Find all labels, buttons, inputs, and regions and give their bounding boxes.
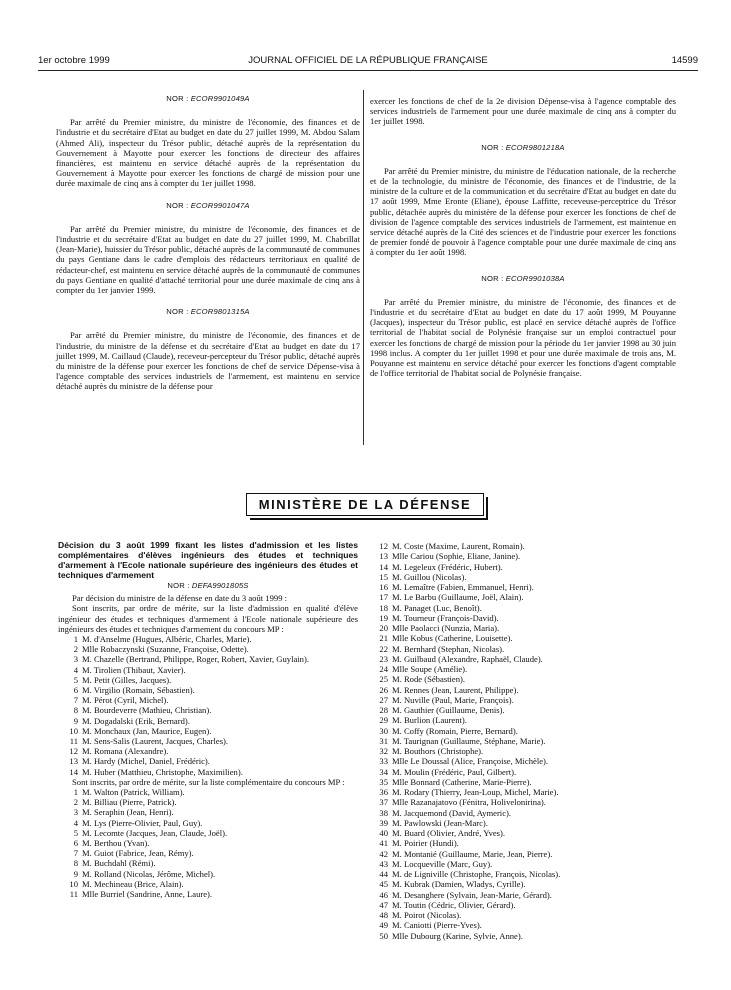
decree-left-column xyxy=(58,540,358,899)
decree-title: Décision du 3 août 1999 fixant les listes d'admission et les listes complémentaires d'élèves ingénieurs des études et techniques d'armement à l'Ecole nationale supérieure des ingénieurs des études et techniques d'armement xyxy=(58,540,358,580)
list-item xyxy=(58,879,358,889)
rank-number: 40 xyxy=(379,828,388,838)
candidate-name: M. Toutin (Cédric, Olivier, Gérard). xyxy=(392,899,516,910)
rank-number: 36 xyxy=(379,787,388,797)
list-item xyxy=(58,889,358,899)
nor-label: NOR : xyxy=(481,273,504,283)
complementary-list-part-2 xyxy=(368,541,678,941)
list-item xyxy=(368,808,678,818)
arrete-paragraph: Par arrêté du Premier ministre, du ministre de l'économie, des finances et de l'industrie et du secrétaire d'Etat au budget en date du 27 juillet 1999, M. Abdou Salam (Ahmed Ali), inspecteur du Trésor public, détaché auprès de la représentation du Gouvernement à Mayotte pour exercer les fonctions de directeur des affaires financières, est maintenu en service détaché auprès de la représentation du Gouvernement à Mayotte pour exercer les fonctions de chargé de mission pour une durée maximale de cinq ans à compter du 1er juillet 1998. xyxy=(56,117,360,189)
list-item xyxy=(58,685,358,695)
candidate-name: M. Pawlowski (Jean-Marc). xyxy=(392,817,488,828)
candidate-name: M. Tourneur (François-David). xyxy=(392,612,499,623)
candidate-name: M. Lecomte (Jacques, Jean, Claude, Joël). xyxy=(82,827,228,838)
list-item xyxy=(368,900,678,910)
rank-number: 43 xyxy=(379,858,388,869)
nor-line xyxy=(370,274,676,284)
candidate-name: M. Pérot (Cyril, Michel). xyxy=(82,695,169,706)
rank-number: 9 xyxy=(73,715,78,726)
rank-number: 41 xyxy=(379,838,388,849)
list-item xyxy=(368,715,678,725)
list-item xyxy=(368,623,678,633)
rank-number: 4 xyxy=(73,817,78,828)
decree-right-column xyxy=(368,541,678,941)
candidate-name: M. Burlion (Laurent). xyxy=(392,715,467,726)
rank-number: 27 xyxy=(379,694,388,705)
list-item xyxy=(58,818,358,828)
candidate-name: M. Coste (Maxime, Laurent, Romain). xyxy=(392,541,525,551)
rank-number: 6 xyxy=(73,838,78,849)
candidate-name: M. Chazelle (Bertrand, Philippe, Roger, Robert, Xavier, Guylain). xyxy=(82,654,309,665)
arrete-paragraph: Par arrêté du Premier ministre, du ministre de l'économie, des finances et de l'industrie et du secrétaire d'Etat au budget en date du 27 juillet 1999, M. Chabrillat (Jean-Marie), huissier du Trésor public, détaché auprès de la communauté de communes du pays Gentiane dans le cadre d'emplois des rédacteurs territoriaux en qualité de rédacteur-chef, est maintenu en service détaché auprès de la communauté de communes du pays Gentiane en qualité d'attaché territorial pour une durée maximale de cinq ans à compter du 1er janvier 1999. xyxy=(56,223,360,296)
list-item xyxy=(368,582,678,592)
list-item xyxy=(58,787,358,797)
list-item xyxy=(368,931,678,941)
rank-number: 4 xyxy=(73,664,78,675)
rank-number: 11 xyxy=(69,736,78,747)
list-item xyxy=(368,541,678,551)
candidate-name: Mlle Dubourg (Karine, Sylvie, Anne). xyxy=(392,930,523,941)
nor-line xyxy=(56,201,360,211)
candidate-name: M. Le Barbu (Guillaume, Joël, Alain). xyxy=(392,592,524,603)
admission-list xyxy=(58,634,358,777)
nor-line xyxy=(56,307,360,317)
list-item xyxy=(368,920,678,930)
candidate-name: M. Tirolien (Thibaut, Xavier). xyxy=(82,664,186,675)
rank-number: 6 xyxy=(73,685,78,696)
candidate-name: M. Lemaître (Fabien, Emmanuel, Henri). xyxy=(392,582,534,592)
rank-number: 7 xyxy=(73,695,78,706)
list-item xyxy=(368,869,678,879)
candidate-name: M. Legeleux (Frédéric, Hubert). xyxy=(392,561,503,572)
rank-number: 26 xyxy=(379,684,388,695)
list-item xyxy=(58,716,358,726)
nor-label: NOR : xyxy=(481,142,504,152)
list-item xyxy=(58,665,358,675)
nor-label: NOR : xyxy=(166,307,189,317)
ministry-heading: MINISTÈRE DE LA DÉFENSE xyxy=(246,493,484,516)
candidate-name: M. Locqueville (Marc, Guy). xyxy=(392,858,493,869)
list-item xyxy=(368,777,678,787)
rank-number: 12 xyxy=(69,746,78,757)
rank-number: 7 xyxy=(73,848,78,859)
upper-right-column xyxy=(370,96,676,378)
candidate-name: M. Seraphin (Jean, Henri). xyxy=(82,807,174,818)
candidate-name: M. Rennes (Jean, Laurent, Philippe). xyxy=(392,684,519,695)
rank-number: 1 xyxy=(73,634,78,645)
list-item xyxy=(368,685,678,695)
candidate-name: M. Hardy (Michel, Daniel, Frédéric). xyxy=(82,756,210,767)
list-item xyxy=(58,828,358,838)
rank-number: 44 xyxy=(379,869,388,879)
rank-number: 10 xyxy=(69,878,78,889)
list-item xyxy=(58,705,358,715)
header-rule xyxy=(38,70,698,71)
page-header xyxy=(38,55,698,69)
rank-number: 19 xyxy=(379,612,388,623)
candidate-name: Mlle Le Doussal (Alice, Françoise, Michèle). xyxy=(392,756,549,767)
candidate-name: Mlle Cariou (Sophie, Eliane, Janine). xyxy=(392,551,521,562)
candidate-name: M. Petit (Gilles, Jacques). xyxy=(82,674,172,685)
rank-number: 20 xyxy=(379,623,388,633)
rank-number: 46 xyxy=(379,889,388,900)
rank-number: 50 xyxy=(379,930,388,941)
list-item xyxy=(368,674,678,684)
candidate-name: M. Buchdahl (Rémi). xyxy=(82,858,156,869)
nor-code: ECOR9901038A xyxy=(505,273,565,283)
complementary-intro: Sont inscrits, par ordre de mérite, sur la liste complémentaire du concours MP : xyxy=(72,776,345,787)
list-item xyxy=(58,634,358,644)
list-item xyxy=(58,644,358,654)
rank-number: 45 xyxy=(379,879,388,890)
rank-number: 1 xyxy=(73,787,78,798)
candidate-name: M. Guilbaud (Alexandre, Raphaël, Claude). xyxy=(392,653,543,664)
rank-number: 49 xyxy=(379,920,388,931)
list-item xyxy=(368,726,678,736)
list-item xyxy=(368,633,678,643)
list-item xyxy=(58,736,358,746)
nor-code: ECOR9901049A xyxy=(190,94,250,103)
rank-number: 2 xyxy=(73,644,78,655)
candidate-name: M. Walton (Patrick, William). xyxy=(82,787,185,798)
rank-number: 29 xyxy=(379,715,388,726)
list-item xyxy=(368,797,678,807)
list-item xyxy=(368,746,678,756)
candidate-name: M. Billiau (Pierre, Patrick). xyxy=(82,797,177,808)
header-date: 1er octobre 1999 xyxy=(38,55,110,66)
rank-number: 14 xyxy=(69,766,78,777)
rank-number: 3 xyxy=(73,807,78,818)
list-item xyxy=(58,869,358,879)
list-item xyxy=(368,890,678,900)
rank-number: 15 xyxy=(379,571,388,582)
candidate-name: M. Romana (Alexandre). xyxy=(82,746,169,757)
candidate-name: M. Berthou (Yvan). xyxy=(82,838,150,849)
candidate-name: M. Taurignan (Guillaume, Stéphane, Marie). xyxy=(392,735,546,746)
candidate-name: M. Rolland (Nicolas, Jérôme, Michel). xyxy=(82,868,216,879)
rank-number: 48 xyxy=(379,910,388,920)
list-item xyxy=(58,746,358,756)
list-item xyxy=(368,879,678,889)
rank-number: 2 xyxy=(73,797,78,808)
candidate-name: Mlle Bonnard (Catherine, Marie-Pierre). xyxy=(392,776,532,787)
candidate-name: M. Nuville (Paul, Marie, François). xyxy=(392,694,514,705)
candidate-name: M. Mechineau (Brice, Alain). xyxy=(82,878,184,889)
column-divider xyxy=(363,90,364,445)
list-item xyxy=(368,603,678,613)
list-item xyxy=(58,858,358,868)
list-item xyxy=(58,695,358,705)
list-item xyxy=(58,654,358,664)
list-item xyxy=(58,807,358,817)
list-item xyxy=(368,592,678,602)
list-item xyxy=(368,838,678,848)
candidate-name: M. Jacquemond (David, Aymeric). xyxy=(392,807,512,818)
rank-number: 12 xyxy=(379,541,388,551)
candidate-name: M. Caniotti (Pierre-Yves). xyxy=(392,920,482,931)
list-item xyxy=(368,756,678,766)
candidate-name: Mlle Kobus (Catherine, Louisette). xyxy=(392,633,513,644)
candidate-name: M. Monchaux (Jan, Maurice, Eugen). xyxy=(82,725,212,736)
rank-number: 8 xyxy=(73,705,78,716)
candidate-name: M. Gauthier (Guillaume, Denis). xyxy=(392,705,505,715)
rank-number: 16 xyxy=(379,582,388,592)
list-item xyxy=(58,675,358,685)
rank-number: 37 xyxy=(379,797,388,808)
rank-number: 22 xyxy=(379,643,388,654)
list-item xyxy=(368,767,678,777)
candidate-name: M. Dogadalski (Erik, Bernard). xyxy=(82,715,190,726)
nor-code: ECOR9901047A xyxy=(190,200,250,210)
rank-number: 17 xyxy=(379,592,388,603)
rank-number: 21 xyxy=(379,633,388,644)
candidate-name: M. Lys (Pierre-Olivier, Paul, Guy). xyxy=(82,817,203,828)
list-item xyxy=(368,818,678,828)
list-item xyxy=(368,705,678,715)
candidate-name: M. d'Anselme (Hugues, Albéric, Charles, Marie). xyxy=(82,634,252,645)
rank-number: 13 xyxy=(69,756,78,767)
list-item xyxy=(368,736,678,746)
nor-label: NOR : xyxy=(166,200,189,210)
admission-intro: Sont inscrits, par ordre de mérite, sur la liste d'admission en qualité d'élève ingénieur des études et techniques d'armement à l'Ecole nationale supérieure des ingénieurs des études et techniques d'armement du concours MP : xyxy=(58,603,358,634)
list-item xyxy=(368,910,678,920)
rank-number: 39 xyxy=(379,817,388,828)
candidate-name: M. Virgilio (Romain, Sébastien). xyxy=(82,685,195,696)
nor-label: NOR : xyxy=(167,581,190,590)
upper-left-column xyxy=(56,94,360,392)
list-item xyxy=(368,695,678,705)
rank-number: 28 xyxy=(379,705,388,715)
rank-number: 10 xyxy=(69,725,78,736)
arrete-paragraph: Par arrêté du Premier ministre, du ministre de l'économie, des finances et de l'industrie, du ministre de la défense et du secrétaire d'Etat au budget en date du 17 juillet 1999, M. Caillaud (Claude), receveur-percepteur du Trésor public, détaché auprès du ministre de la défense pour exercer les fonctions de chef de service Dépense-visa à l'agence comptable des services industriels de l'armement, est maintenu en service détaché auprès du ministre de la défense pour xyxy=(56,330,360,392)
candidate-name: M. Kubrak (Damien, Wladys, Cyrille). xyxy=(392,879,526,890)
rank-number: 35 xyxy=(379,776,388,787)
list-item xyxy=(58,848,358,858)
candidate-name: M. Sens-Salis (Laurent, Jacques, Charles). xyxy=(82,736,229,747)
candidate-name: M. Bouthors (Christophe). xyxy=(392,746,484,756)
list-item xyxy=(368,551,678,561)
list-item xyxy=(368,828,678,838)
rank-number: 8 xyxy=(73,858,78,869)
candidate-name: M. Bernhard (Stephan, Nicolas). xyxy=(392,643,505,654)
arrete-paragraph-continued: exercer les fonctions de chef de la 2e division Dépense-visa à l'agence comptable des services industriels de l'armement pour une durée maximale de cinq ans à compter du 1er juillet 1998. xyxy=(370,96,676,127)
candidate-name: M. Huber (Matthieu, Christophe, Maximilien). xyxy=(82,766,243,777)
rank-number: 13 xyxy=(379,551,388,562)
rank-number: 24 xyxy=(379,664,388,674)
nor-line xyxy=(56,94,360,104)
header-journal-title: JOURNAL OFFICIEL DE LA RÉPUBLIQUE FRANÇAISE xyxy=(248,55,488,66)
nor-line xyxy=(370,143,676,153)
candidate-name: Mlle Paolacci (Nunzia, Maria). xyxy=(392,623,500,633)
candidate-name: Mlle Robaczynski (Suzanne, Françoise, Odette). xyxy=(82,644,249,655)
rank-number: 5 xyxy=(73,674,78,685)
candidate-name: M. Desanghere (Sylvain, Jean-Marie, Gérard). xyxy=(392,889,552,900)
rank-number: 14 xyxy=(379,561,388,572)
list-item xyxy=(368,849,678,859)
rank-number: 34 xyxy=(379,766,388,777)
rank-number: 9 xyxy=(73,868,78,879)
candidate-name: Mlle Soupe (Amélie). xyxy=(392,664,468,674)
rank-number: 38 xyxy=(379,807,388,818)
rank-number: 11 xyxy=(69,889,78,900)
candidate-name: M. Buard (Olivier, André, Yves). xyxy=(392,828,506,838)
rank-number: 47 xyxy=(379,899,388,910)
candidate-name: Mlle Burriel (Sandrine, Anne, Laure). xyxy=(82,889,213,900)
rank-number: 42 xyxy=(379,848,388,859)
candidate-name: M. Moulin (Frédéric, Paul, Gilbert). xyxy=(392,766,517,777)
candidate-name: M. Bourdeverre (Mathieu, Christian). xyxy=(82,705,212,716)
candidate-name: M. Montanié (Guillaume, Marie, Jean, Pierre). xyxy=(392,848,553,859)
list-item xyxy=(368,572,678,582)
list-item xyxy=(58,756,358,766)
list-item xyxy=(368,654,678,664)
nor-line xyxy=(58,581,358,591)
candidate-name: M. de Ligniville (Christophe, François, Nicolas). xyxy=(392,869,561,879)
nor-code: ECOR9801315A xyxy=(190,307,250,317)
candidate-name: M. Guiot (Fabrice, Jean, Rémy). xyxy=(82,848,194,859)
rank-number: 30 xyxy=(379,725,388,736)
decree-intro: Par décision du ministre de la défense en date du 3 août 1999 : xyxy=(72,593,288,604)
list-item xyxy=(58,797,358,807)
list-item xyxy=(368,613,678,623)
list-item xyxy=(368,787,678,797)
candidate-name: M. Coffy (Romain, Pierre, Bernard). xyxy=(392,725,518,736)
list-item xyxy=(368,644,678,654)
complementary-list-part-1 xyxy=(58,787,358,899)
list-item xyxy=(368,562,678,572)
candidate-name: M. Rode (Sébastien). xyxy=(392,674,466,685)
list-item xyxy=(58,838,358,848)
list-item xyxy=(368,664,678,674)
rank-number: 31 xyxy=(379,735,388,746)
candidate-name: M. Poirot (Nicolas). xyxy=(392,910,462,920)
candidate-name: M. Panaget (Luc, Benoît). xyxy=(392,602,482,613)
candidate-name: Mlle Razanajatovo (Fénitra, Holivelonirina). xyxy=(392,797,546,808)
arrete-paragraph: Par arrêté du Premier ministre, du ministre de l'économie, des finances et de l'industrie et du secrétaire d'Etat au budget en date du 17 août 1999, M Pouyanne (Jacques), inspecteur du Trésor public, est placé en service détaché auprès de l'office territorial de l'habitat social de Polynésie française sur un emploi contractuel pour exercer les fonctions de chargé de mission pour la période du 1er janvier 1998 au 30 juin 1998 inclus. A compter du 1er juillet 1998 et pour une durée maximale de trois ans, M. Pouyanne est maintenu en service détaché pour exercer les fonctions d'agent comptable de l'office territorial de l'habitat social de Polynésie française. xyxy=(370,296,676,379)
header-page-number: 14599 xyxy=(671,55,698,66)
rank-number: 18 xyxy=(379,602,388,613)
nor-code: DEFA9901805S xyxy=(191,581,249,590)
rank-number: 5 xyxy=(73,827,78,838)
list-item xyxy=(368,859,678,869)
nor-label: NOR : xyxy=(166,94,189,103)
list-item xyxy=(58,767,358,777)
candidate-name: M. Poirier (Hundi). xyxy=(392,838,459,849)
arrete-paragraph: Par arrêté du Premier ministre, du ministre de l'éducation nationale, de la recherche et de la technologie, du ministre de l'économie, des finances et de l'industrie, de la ministre de la culture et de la communication et du secrétaire d'Etat au budget en date du 17 août 1999, Mme Eronte (Eliane), épouse Laffitte, receveuse-perceptrice du Trésor public, détachée auprès du ministère de la défense pour exercer les fonctions de chef de division de l'agence comptable des services industriels de l'armement, est maintenue en service détaché auprès de la Cité des sciences et de l'industrie pour exercer les fonctions de premier fondé de pouvoir à l'agence comptable pour une durée maximale de cinq ans à compter du 1er août 1998. xyxy=(370,165,676,258)
rank-number: 25 xyxy=(379,674,388,685)
nor-code: ECOR9801218A xyxy=(505,142,565,152)
rank-number: 23 xyxy=(379,653,388,664)
rank-number: 33 xyxy=(379,756,388,767)
rank-number: 3 xyxy=(73,654,78,665)
candidate-name: M. Guillou (Nicolas). xyxy=(392,571,467,582)
list-item xyxy=(58,726,358,736)
rank-number: 32 xyxy=(379,746,388,756)
candidate-name: M. Rodary (Thierry, Jean-Loup, Michel, Marie). xyxy=(392,787,559,797)
